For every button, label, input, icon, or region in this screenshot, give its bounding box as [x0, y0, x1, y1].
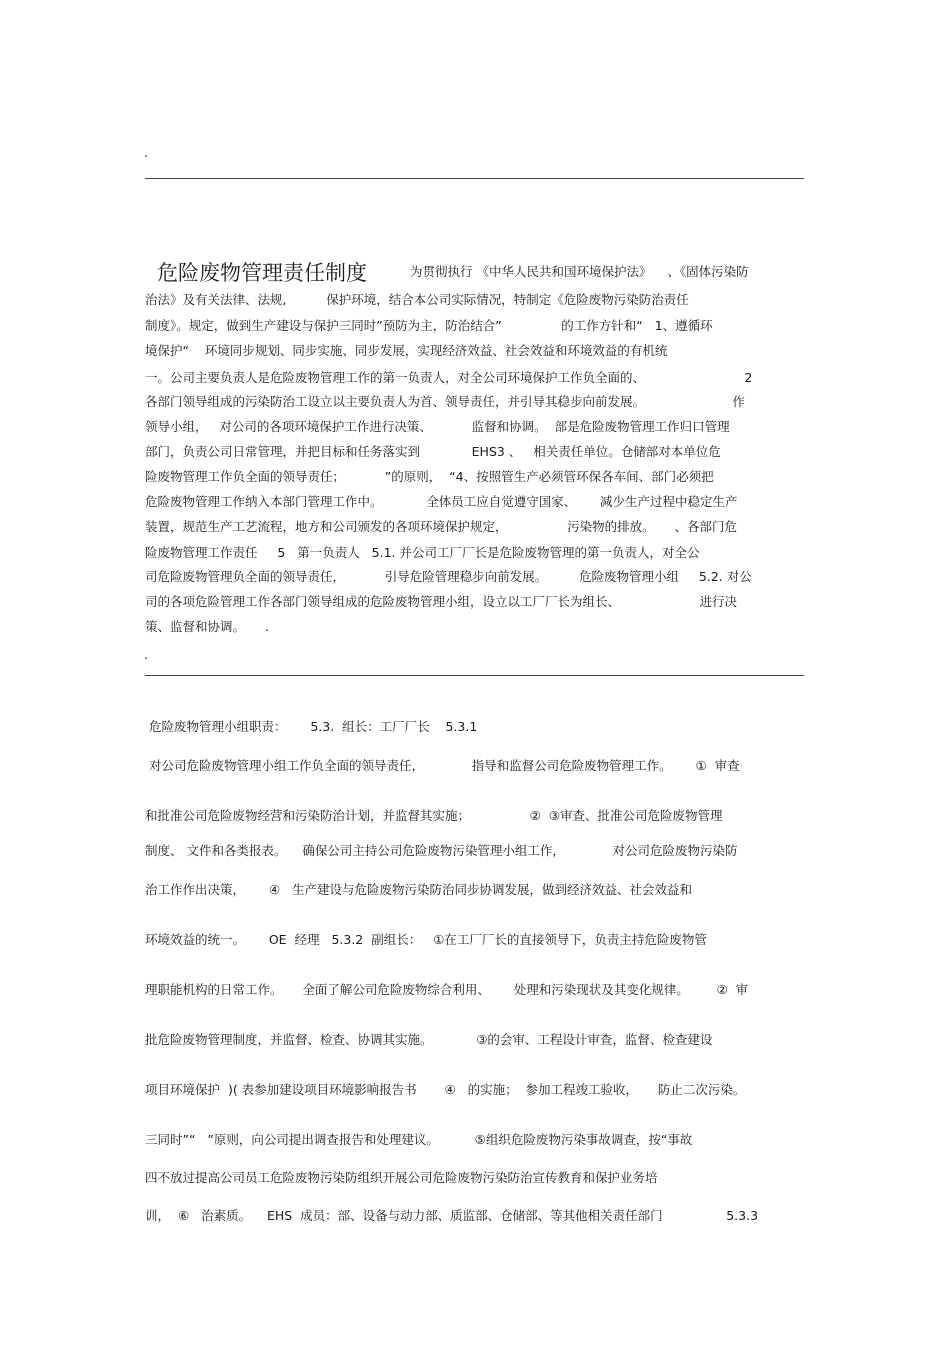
doc-title: 危险废物管理责任制度 — [157, 261, 367, 285]
paragraph-2-line: 环境效益的统一。 OE 经理 5.3.2 副组长： ①在工厂厂长的直接领导下，负责主持危险废物管 — [145, 932, 707, 947]
paragraph-2-line: 危险废物管理小组职责： 5.3. 组长：工厂厂长 5.3.1 — [145, 719, 478, 734]
paragraph-1-line: 各部门领导组成的污染防治工设立以主要负责人为首、领导责任，并引导其稳步向前发展。 作 — [145, 394, 745, 409]
paragraph-2-line: 三同时”“ ”原则，向公司提出调查报告和处理建议。 ⑤组织危险废物污染事故调查，按“事故 — [145, 1132, 693, 1147]
paragraph-2-line: 项目环境保护 )( 表参加建设项目环境影响报告书 ④ 的实施； 参加工程竣工验收， 防止二次污染。 — [145, 1082, 746, 1097]
paragraph-1-line: 领导小组， 对公司的各项环境保护工作进行决策、 监督和协调。 部是危险废物管理工作归口管理 — [145, 419, 730, 434]
paragraph-1-line: 司的各项危险管理工作各部门领导组成的危险废物管理小组，设立以工厂厂长为组长、 进行决 — [145, 594, 737, 609]
paragraph-2-line: 理职能机构的日常工作。 全面了解公司危险废物综合利用、 处理和污染现状及其变化规律。 ② 审 — [145, 982, 749, 997]
paragraph-1-line: 一。公司主要负责人是危险废物管理工作的第一负责人，对全公司环境保护工作负全面的、 2 — [145, 370, 753, 385]
header-dot: . — [144, 146, 148, 160]
paragraph-1-line: 司危险废物管理负全面的领导责任， 引导危险管理稳步向前发展。 危险废物管理小组 5.2. 对公 — [145, 569, 752, 584]
paragraph-1-line: 策、监督和协调。 . — [145, 619, 269, 634]
paragraph-1-line: 境保护“ 环境同步规划、同步实施、同步发展，实现经济效益、社会效益和环境效益的有机统 — [145, 343, 668, 358]
paragraph-1-line: 险废物管理工作负全面的领导责任； ”的原则， “4、按照管生产必须管环保各车间、部门必须把 — [145, 469, 714, 484]
paragraph-1-line: 制度》。规定，做到生产建设与保护三同时”预防为主，防治结合” 的工作方针和“ 1、遵循环 — [145, 318, 713, 333]
intro-line: 为贯彻执行 《中华人民共和国环境保护法》 、《固体污染防 — [410, 264, 749, 279]
paragraph-2-line: 对公司危险废物管理小组工作负全面的领导责任， 指导和监督公司危险废物管理工作。 ① 审查 — [145, 758, 740, 773]
paragraph-1-line: 险废物管理工作责任 5 第一负责人 5.1. 并公司工厂厂长是危险废物管理的第一负责人，对全公 — [145, 545, 700, 560]
mid-dot: . — [144, 648, 148, 662]
paragraph-1-line: 治法》及有关法律、法规, 保护环境，结合本公司实际情况，特制定《危险废物污染防治责任 — [145, 292, 689, 307]
paragraph-2-line: 批危险废物管理制度，并监督、检查、协调其实施。 ③的会审、工程设计审查，监督、检查建设 — [145, 1032, 713, 1047]
paragraph-2-line: 训， ⑥ 治素质。 EHS 成员：部、设备与动力部、质监部、仓储部、等其他相关责任部门 5.3.3 — [145, 1208, 759, 1223]
section-rule — [145, 675, 804, 676]
paragraph-1-line: 危险废物管理工作纳入本部门管理工作中。 全体员工应自觉遵守国家、 减少生产过程中稳定生产 — [145, 494, 738, 509]
paragraph-2-line: 制度、 文件和各类报表。 确保公司主持公司危险废物污染管理小组工作， 对公司危险废物污染防 — [145, 843, 738, 858]
paragraph-2-line: 治工作作出决策， ④ 生产建设与危险废物污染防治同步协调发展，做到经济效益、社会效益和 — [145, 882, 692, 897]
paragraph-1-line: 部门，负责公司日常管理，并把目标和任务落实到 EHS3 、 相关责任单位。仓储部对本单位危 — [145, 444, 721, 459]
header-rule — [145, 178, 804, 179]
paragraph-2-line: 和批准公司危险废物经营和污染防治计划，并监督其实施； ② ③审查、批准公司危险废物管理 — [145, 808, 723, 823]
paragraph-1-line: 装置，规范生产工艺流程，地方和公司颁发的各项环境保护规定， 污染物的排放。 、各部门危 — [145, 519, 737, 534]
paragraph-2-line: 四不放过提高公司员工危险废物污染防组织开展公司危险废物污染防治宣传教育和保护业务培 — [145, 1170, 658, 1185]
